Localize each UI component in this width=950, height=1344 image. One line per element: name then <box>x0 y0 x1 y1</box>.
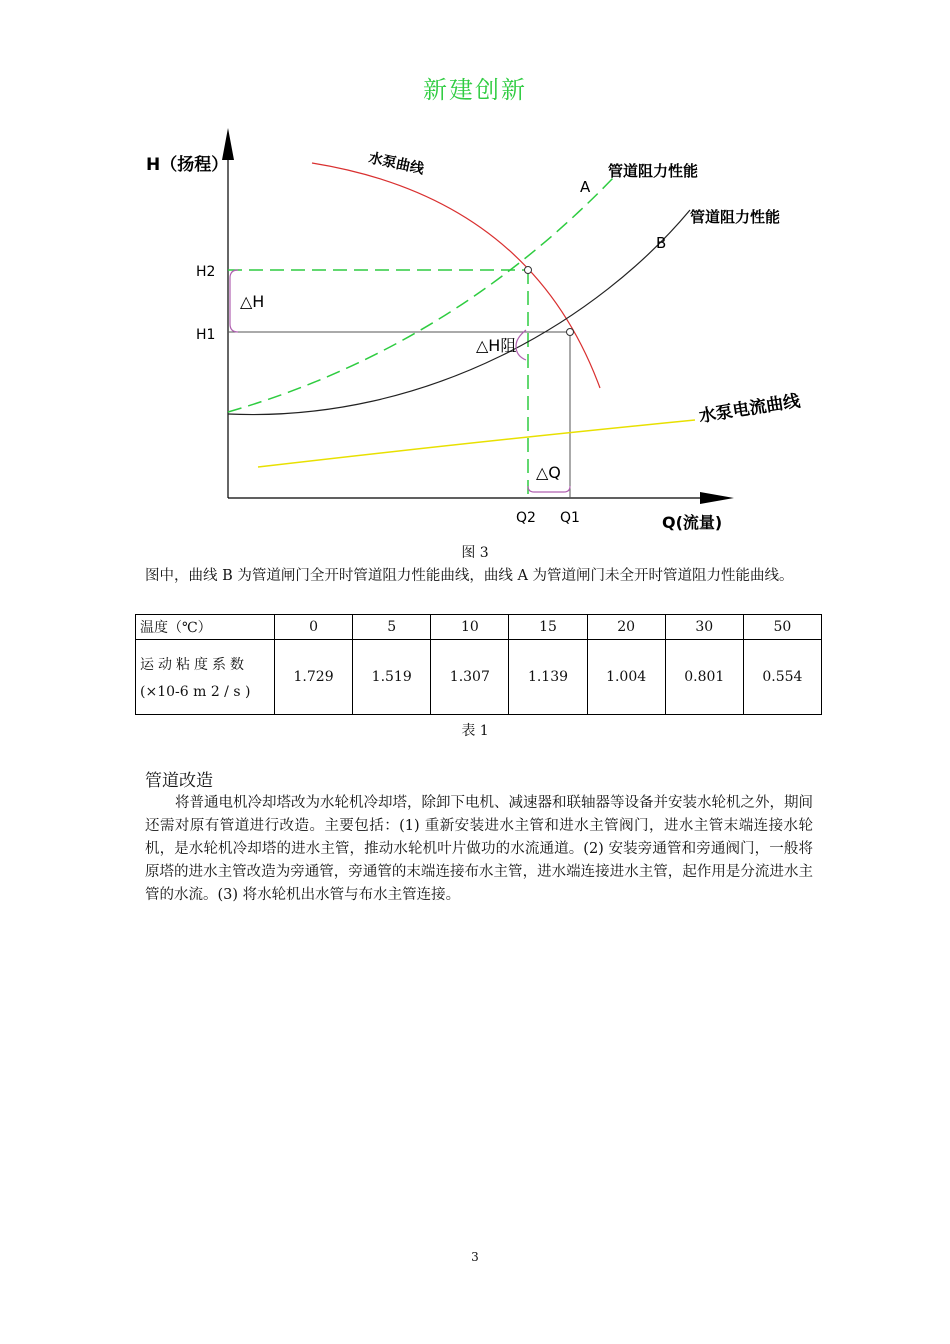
delta-q-bracket <box>528 486 570 492</box>
current-curve-label: 水泵电流曲线 <box>697 391 802 427</box>
table-temp-cell: 5 <box>353 615 431 640</box>
table-temp-cell: 50 <box>743 615 821 640</box>
delta-q-label: △Q <box>536 463 561 482</box>
table-row-label <box>136 640 275 715</box>
page-number: 3 <box>471 1250 479 1264</box>
current-curve <box>258 420 695 467</box>
delta-h-label: △H <box>240 292 265 311</box>
pump-curve-label: 水泵曲线 <box>367 150 426 178</box>
table-temp-cell: 10 <box>431 615 509 640</box>
row-label-line1: 运动粘度系数 <box>140 657 248 673</box>
table-value-cell: 1.729 <box>275 640 353 715</box>
section-title: 管道改造 <box>145 771 213 791</box>
section-paragraph <box>145 792 813 907</box>
table-temp-cell: 20 <box>587 615 665 640</box>
table-header-row <box>136 615 822 640</box>
h2-label: H2 <box>196 264 216 280</box>
point-h1-q1 <box>567 329 574 336</box>
curve-b-name: 管道阻力性能 <box>690 208 781 226</box>
q2-label: Q2 <box>516 510 536 526</box>
table-value-cell: 0.801 <box>665 640 743 715</box>
table-temp-cell: 0 <box>275 615 353 640</box>
curve-a <box>228 176 615 412</box>
x-axis-arrow <box>700 492 734 504</box>
delta-h-bracket <box>230 270 238 332</box>
figure-description: 图中，曲线 B 为管道闸门全开时管道阻力性能曲线，曲线 A 为管道闸门未全开时管道阻力性能曲线。 <box>145 568 794 584</box>
h1-label: H1 <box>196 327 216 343</box>
table-temp-cell: 30 <box>665 615 743 640</box>
y-axis-label: H（扬程） <box>146 155 229 175</box>
row-label-line2: (×10-6 m 2 / s ) <box>140 684 251 700</box>
viscosity-table <box>135 614 822 715</box>
curve-b <box>228 210 690 415</box>
curve-b-letter: B <box>656 234 667 252</box>
table-value-cell: 1.004 <box>587 640 665 715</box>
pump-curve <box>312 163 600 388</box>
x-axis-label: Q(流量) <box>662 513 723 532</box>
delta-h-resist-label: △H阻 <box>476 336 517 355</box>
q1-label: Q1 <box>560 510 580 526</box>
table-caption: 表 1 <box>461 723 489 739</box>
table-value-cell: 1.307 <box>431 640 509 715</box>
page-header-title: 新建创新 <box>423 76 527 104</box>
table-value-row <box>136 640 822 715</box>
table-value-cell: 1.139 <box>509 640 587 715</box>
curve-a-letter: A <box>580 178 591 196</box>
table-value-cell: 0.554 <box>743 640 821 715</box>
point-h2-q2 <box>525 267 532 274</box>
table-value-cell: 1.519 <box>353 640 431 715</box>
table-temp-cell: 15 <box>509 615 587 640</box>
table-header-label: 温度（℃） <box>136 615 275 640</box>
pump-pipe-curve-diagram <box>130 118 820 538</box>
figure-caption: 图 3 <box>461 545 489 561</box>
section-paragraph-text: 将普通电机冷却塔改为水轮机冷却塔，除卸下电机、减速器和联轴器等设备并安装水轮机之外，期间还需对原有管道进行改造。主要包括：(1) 重新安装进水主管和进水主管阀门，进水主管末端连接水轮机，是水轮机冷却塔的进水主管，推动水轮机叶片做功的水流通道。(2) 安装旁通管和旁通阀门，一般将原塔的进水主管改造为旁通管，旁通管的末端连接布水主管，进水端连接进水主管，起作用是分流进水主管的水流。(3) 将水轮机出水管与布水主管连接。 <box>145 795 813 903</box>
curve-a-name: 管道阻力性能 <box>608 162 699 180</box>
